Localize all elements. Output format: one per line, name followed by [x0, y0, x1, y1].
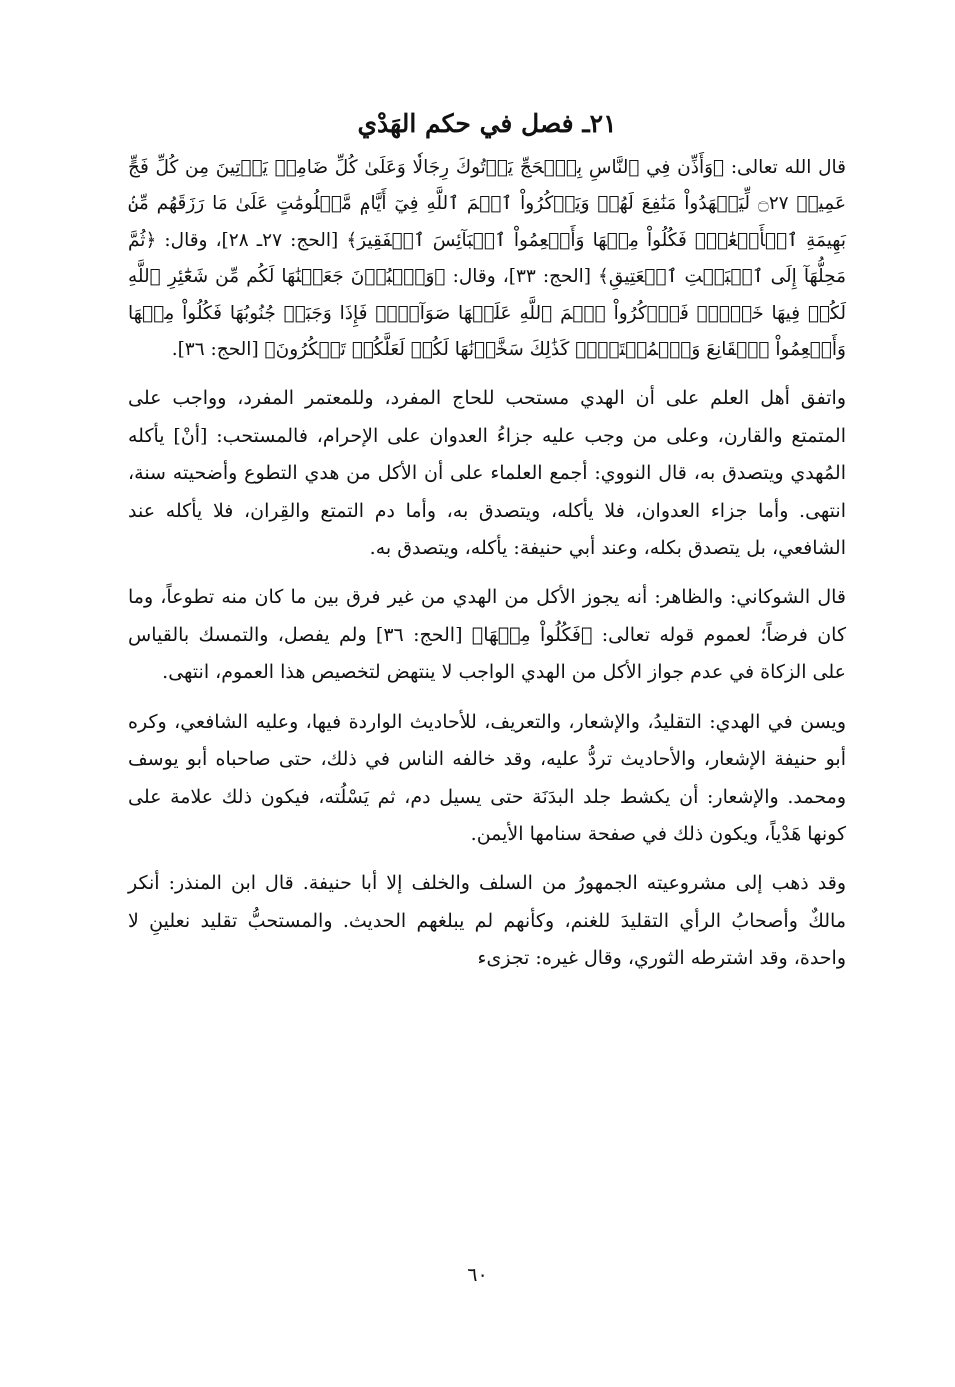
page-number: ٦٠: [467, 1264, 488, 1286]
paragraph-scholars-agreement: واتفق أهل العلم على أن الهدي مستحب للحاج المفرد، وللمعتمر المفرد، وواجب على المتمتع والقارن، وعلى من وجب عليه جزاءُ العدوان على الإحرام، فالمستحب: [أنْ] يأكله المُهدي ويتصدق به، قال النووي: أجمع العلماء على أن الأكل من هدي التطوع وأضحيته سنة، انتهى. وأما جزاء العدوان، فلا يأكله، ويتصدق به، وأما دم التمتع والقِران، فلا يأكله عند الشافعي، بل يتصدق بكله، وعند أبي حنيفة: يأكله، ويتصدق به.: [128, 387, 846, 560]
paragraph-majority-view: وقد ذهب إلى مشروعيته الجمهورُ من السلف والخلف إلا أبا حنيفة. قال ابن المنذر: أنكر مالكٌ وأصحابُ الرأي التقليدَ للغنم، وكأنهم لم يبلغهم الحديث. والمستحبُّ تقليد نعلينِ لا واحدة، وقد اشترطه الثوري، وقال غيره: تجزىء: [128, 872, 846, 970]
paragraph-sunnah-of-hady: ويسن في الهدي: التقليدُ، والإشعار، والتعريف، للأحاديث الواردة فيها، وعليه الشافعي، وكره أبو حنيفة الإشعار، والأحاديث تردُّ عليه، وقد خالفه الناس في ذلك، حتى صاحباه أبو يوسف ومحمد. والإشعار: أن يكشط جلد البدَنَة حتى يسيل دم، ثم يَسْلُته، فيكون ذلك علامة على كونها هَدْياً، ويكون ذلك في صفحة سنامها الأيمن.: [128, 710, 846, 845]
page-body: [128, 100, 846, 978]
chapter-title: ٢١ـ فصل في حكم الهَدْي: [357, 109, 617, 138]
paragraph-shawkani-opinion: قال الشوكاني: والظاهر: أنه يجوز الأكل من الهدي من غير فرق بين ما كان منه تطوعاً، وما كان فرضاً؛ لعموم قوله تعالى: ﴿فَكُلُواْ مِنۡهَا﴾ [الحج: ٣٦] ولم يفصل، والتمسك بالقياس على الزكاة في عدم جواز الأكل من الهدي الواجب لا ينتهض لتخصيص هذا العموم، انتهى.: [128, 586, 846, 684]
paragraph-quran-verses: قال الله تعالى: ﴿وَأَذِّن فِي ٱلنَّاسِ بِٱلۡحَجِّ يَأۡتُوكَ رِجَالٗا وَعَلَىٰ كُلِّ ضَامِرٖ يَأۡتِينَ مِن كُلِّ فَجٍّ عَمِيقٖ ۝٢٧ لِّيَشۡهَدُواْ مَنَٰفِعَ لَهُمۡ وَيَذۡكُرُواْ ٱسۡمَ ٱللَّهِ فِيٓ أَيَّامٖ مَّعۡلُومَٰتٍ عَلَىٰ مَا رَزَقَهُم مِّنۢ بَهِيمَةِ ٱلۡأَنۡعَٰمِۖ فَكُلُواْ مِنۡهَا وَأَطۡعِمُواْ ٱلۡبَآئِسَ ٱلۡفَقِيرَ﴾ [الحج: ٢٧ـ ٢٨]، وقال: ﴿ثُمَّ مَحِلُّهَآ إِلَى ٱلۡبَيۡتِ ٱلۡعَتِيقِ﴾ [الحج: ٣٣]، وقال: ﴿وَٱلۡبُدۡنَ جَعَلۡنَٰهَا لَكُم مِّن شَعَٰٓئِرِ ٱللَّهِ لَكُمۡ فِيهَا خَيۡرٞۖ فَٱذۡكُرُواْ ٱسۡمَ ٱللَّهِ عَلَيۡهَا صَوَآفَّۖ فَإِذَا وَجَبَتۡ جُنُوبُهَا فَكُلُواْ مِنۡهَا وَأَطۡعِمُواْ ٱلۡقَانِعَ وَٱلۡمُعۡتَرَّۚ كَذَٰلِكَ سَخَّرۡنَٰهَا لَكُمۡ لَعَلَّكُمۡ تَشۡكُرُونَ﴾ [الحج: ٣٦].: [128, 157, 846, 361]
